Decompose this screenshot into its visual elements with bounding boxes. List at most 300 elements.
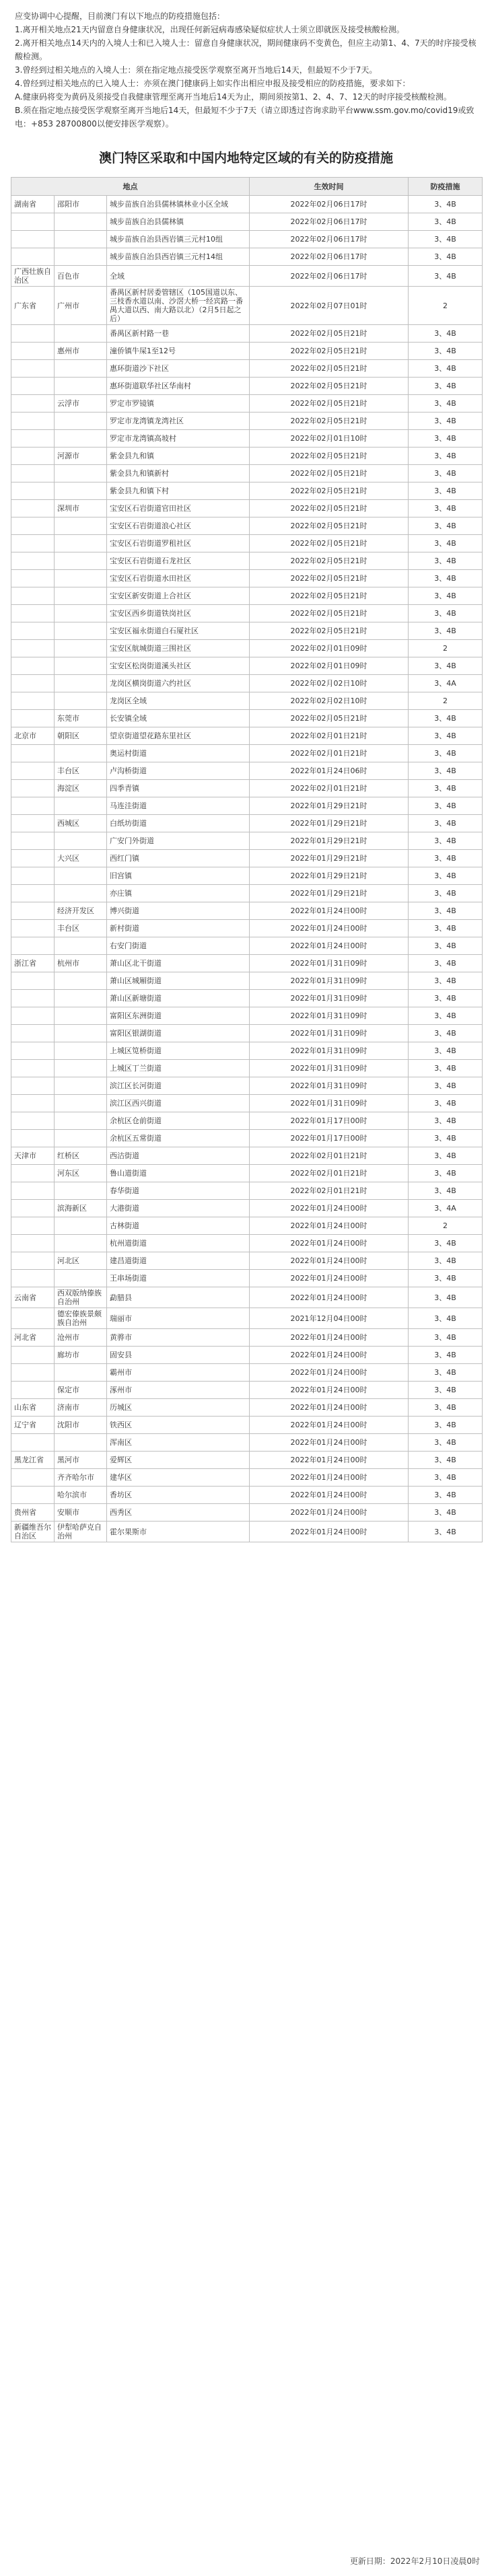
- cell-measures: 3、4B: [409, 378, 483, 395]
- cell-city: [55, 378, 107, 395]
- cell-province: [11, 1434, 55, 1452]
- cell-province: 贵州省: [11, 1504, 55, 1522]
- cell-place: 黄骅市: [107, 1329, 250, 1347]
- cell-place: 新村街道: [107, 920, 250, 937]
- cell-city: [55, 482, 107, 500]
- cell-time: 2022年01月24日00时: [250, 1434, 409, 1452]
- cell-place: 建昌道街道: [107, 1252, 250, 1270]
- cell-province: [11, 587, 55, 605]
- measures-table: [11, 177, 483, 1542]
- cell-measures: 3、4B: [409, 266, 483, 287]
- table-row: [11, 1130, 483, 1147]
- cell-measures: 3、4B: [409, 1025, 483, 1042]
- cell-time: 2022年02月05日21时: [250, 552, 409, 570]
- table-row: [11, 657, 483, 675]
- cell-measures: 2: [409, 692, 483, 710]
- cell-city: 百色市: [55, 266, 107, 287]
- cell-province: [11, 482, 55, 500]
- cell-province: [11, 640, 55, 657]
- cell-city: 广州市: [55, 287, 107, 325]
- cell-city: [55, 430, 107, 448]
- cell-time: 2022年01月29日21时: [250, 797, 409, 815]
- cell-place: 霸州市: [107, 1364, 250, 1382]
- cell-place: 卢沟桥街道: [107, 762, 250, 780]
- cell-province: [11, 430, 55, 448]
- cell-time: 2022年02月01日21时: [250, 745, 409, 762]
- cell-measures: 3、4B: [409, 972, 483, 990]
- cell-place: 富阳区东洲街道: [107, 1007, 250, 1025]
- cell-province: 山东省: [11, 1399, 55, 1417]
- cell-province: [11, 885, 55, 902]
- cell-time: 2022年02月01日21时: [250, 780, 409, 797]
- cell-place: 城步苗族自治县儒林镇: [107, 213, 250, 231]
- cell-place: 宝安区松岗街道溪头社区: [107, 657, 250, 675]
- cell-time: 2022年02月01日10时: [250, 430, 409, 448]
- cell-time: 2022年01月29日21时: [250, 815, 409, 832]
- table-row: [11, 622, 483, 640]
- cell-measures: 3、4B: [409, 1399, 483, 1417]
- cell-place: 富阳区银湖街道: [107, 1025, 250, 1042]
- cell-city: 邵阳市: [55, 196, 107, 213]
- table-row: [11, 1382, 483, 1399]
- cell-city: 哈尔滨市: [55, 1487, 107, 1504]
- cell-time: 2022年01月24日00时: [250, 1504, 409, 1522]
- cell-city: [55, 605, 107, 622]
- header-location: 地点: [11, 178, 250, 196]
- cell-time: 2022年01月31日09时: [250, 990, 409, 1007]
- cell-city: 海淀区: [55, 780, 107, 797]
- cell-city: 德宏傣族景颇族自治州: [55, 1308, 107, 1329]
- table-row: [11, 710, 483, 727]
- cell-province: [11, 1364, 55, 1382]
- cell-city: 丰台区: [55, 920, 107, 937]
- table-header-row: [11, 178, 483, 196]
- cell-place: 固安县: [107, 1347, 250, 1364]
- cell-place: 紫金县九和镇下村: [107, 482, 250, 500]
- cell-measures: 3、4B: [409, 1252, 483, 1270]
- cell-city: 大兴区: [55, 850, 107, 867]
- cell-place: 宝安区航城街道三围社区: [107, 640, 250, 657]
- table-row: [11, 378, 483, 395]
- cell-measures: 3、4B: [409, 1182, 483, 1200]
- notice-item: 4.曾经到过相关地点的已入境人士：亦须在澳门健康码上如实作出相应申报及接受相应的防疫措施，要求如下：: [15, 79, 411, 88]
- cell-city: 滨海新区: [55, 1200, 107, 1217]
- notice-block: [0, 0, 492, 131]
- cell-measures: 3、4B: [409, 448, 483, 465]
- cell-measures: 3、4A: [409, 675, 483, 692]
- table-row: [11, 1270, 483, 1287]
- cell-time: 2022年01月31日09时: [250, 1060, 409, 1077]
- cell-province: [11, 797, 55, 815]
- cell-time: 2022年01月24日00时: [250, 1452, 409, 1469]
- cell-measures: 3、4B: [409, 920, 483, 937]
- cell-measures: 3、4B: [409, 1522, 483, 1542]
- cell-time: 2022年01月31日09时: [250, 955, 409, 972]
- cell-city: [55, 990, 107, 1007]
- table-row: [11, 1469, 483, 1487]
- cell-province: [11, 850, 55, 867]
- cell-city: 河北区: [55, 1252, 107, 1270]
- cell-province: [11, 1112, 55, 1130]
- cell-time: 2022年01月24日00时: [250, 1399, 409, 1417]
- cell-time: 2022年02月01日21时: [250, 1182, 409, 1200]
- cell-province: [11, 1007, 55, 1025]
- cell-measures: 3、4B: [409, 482, 483, 500]
- cell-time: 2022年01月17日00时: [250, 1130, 409, 1147]
- cell-time: 2022年01月24日00时: [250, 1382, 409, 1399]
- cell-time: 2022年01月31日09时: [250, 1095, 409, 1112]
- cell-city: 经济开发区: [55, 902, 107, 920]
- cell-place: 瑞丽市: [107, 1308, 250, 1329]
- cell-time: 2022年01月24日00时: [250, 1364, 409, 1382]
- cell-province: [11, 920, 55, 937]
- cell-measures: 3、4B: [409, 1434, 483, 1452]
- cell-measures: 3、4B: [409, 867, 483, 885]
- cell-measures: 3、4B: [409, 622, 483, 640]
- cell-time: 2022年01月24日00时: [250, 1287, 409, 1308]
- table-row: [11, 972, 483, 990]
- cell-city: [55, 517, 107, 535]
- cell-measures: 2: [409, 640, 483, 657]
- cell-time: 2022年02月06日17时: [250, 266, 409, 287]
- table-row: [11, 343, 483, 360]
- cell-province: [11, 448, 55, 465]
- table-row: [11, 266, 483, 287]
- cell-place: 紫金县九和镇新村: [107, 465, 250, 482]
- table-row: [11, 552, 483, 570]
- cell-measures: 3、4B: [409, 1112, 483, 1130]
- table-row: [11, 1504, 483, 1522]
- cell-time: 2022年01月17日00时: [250, 1112, 409, 1130]
- cell-time: 2022年02月05日21时: [250, 395, 409, 413]
- cell-time: 2022年01月24日00时: [250, 1329, 409, 1347]
- cell-city: 云浮市: [55, 395, 107, 413]
- cell-measures: 3、4B: [409, 1165, 483, 1182]
- table-row: [11, 413, 483, 430]
- cell-place: 萧山区北干街道: [107, 955, 250, 972]
- cell-place: 古林街道: [107, 1217, 250, 1235]
- cell-time: 2022年02月01日21时: [250, 727, 409, 745]
- cell-place: 历城区: [107, 1399, 250, 1417]
- table-row: [11, 867, 483, 885]
- cell-place: 望京街道望花路东里社区: [107, 727, 250, 745]
- cell-province: [11, 413, 55, 430]
- cell-measures: 3、4B: [409, 1364, 483, 1382]
- cell-city: [55, 797, 107, 815]
- cell-place: 香坊区: [107, 1487, 250, 1504]
- table-row: [11, 500, 483, 517]
- page-title: 澳门特区采取和中国内地特定区域的有关的防疫措施: [98, 151, 393, 166]
- cell-province: [11, 1252, 55, 1270]
- table-row: [11, 797, 483, 815]
- cell-province: [11, 902, 55, 920]
- cell-province: [11, 248, 55, 266]
- cell-city: 朝阳区: [55, 727, 107, 745]
- table-row: [11, 815, 483, 832]
- cell-province: [11, 1077, 55, 1095]
- table-row: [11, 231, 483, 248]
- cell-city: [55, 1434, 107, 1452]
- cell-time: 2022年01月24日00时: [250, 1235, 409, 1252]
- cell-city: [55, 231, 107, 248]
- table-row: [11, 1522, 483, 1542]
- table-row: [11, 605, 483, 622]
- cell-place: 杭州道街道: [107, 1235, 250, 1252]
- cell-city: [55, 972, 107, 990]
- cell-measures: 3、4B: [409, 1147, 483, 1165]
- cell-measures: 3、4B: [409, 213, 483, 231]
- cell-province: [11, 378, 55, 395]
- cell-city: 廊坊市: [55, 1347, 107, 1364]
- table-row: [11, 1287, 483, 1308]
- cell-city: 深圳市: [55, 500, 107, 517]
- cell-city: [55, 1235, 107, 1252]
- table-row: [11, 920, 483, 937]
- cell-time: 2022年01月24日00时: [250, 1252, 409, 1270]
- cell-place: 城步苗族自治县儒林镇林业小区全域: [107, 196, 250, 213]
- cell-measures: 3、4B: [409, 1077, 483, 1095]
- cell-time: 2022年01月24日00时: [250, 1522, 409, 1542]
- cell-city: [55, 937, 107, 955]
- table-row: [11, 1077, 483, 1095]
- cell-province: 云南省: [11, 1287, 55, 1308]
- cell-measures: 3、4B: [409, 1382, 483, 1399]
- cell-province: 黑龙江省: [11, 1452, 55, 1469]
- cell-time: 2022年01月24日00时: [250, 1270, 409, 1287]
- cell-measures: 3、4B: [409, 1308, 483, 1329]
- cell-place: 勐腊县: [107, 1287, 250, 1308]
- table-row: [11, 1434, 483, 1452]
- cell-place: 萧山区新塘街道: [107, 990, 250, 1007]
- cell-city: 安顺市: [55, 1504, 107, 1522]
- cell-city: 沈阳市: [55, 1417, 107, 1434]
- table-row: [11, 1147, 483, 1165]
- cell-measures: 3、4B: [409, 1060, 483, 1077]
- cell-place: 四季青镇: [107, 780, 250, 797]
- cell-province: [11, 780, 55, 797]
- cell-province: [11, 535, 55, 552]
- cell-province: 辽宁省: [11, 1417, 55, 1434]
- cell-province: [11, 517, 55, 535]
- cell-place: 亦庄镇: [107, 885, 250, 902]
- cell-place: 紫金县九和镇: [107, 448, 250, 465]
- cell-measures: 3、4B: [409, 517, 483, 535]
- cell-province: 浙江省: [11, 955, 55, 972]
- cell-city: [55, 1364, 107, 1382]
- cell-time: 2022年01月24日00时: [250, 1347, 409, 1364]
- table-row: [11, 1165, 483, 1182]
- cell-time: 2022年01月29日21时: [250, 832, 409, 850]
- table-row: [11, 955, 483, 972]
- cell-measures: 3、4B: [409, 535, 483, 552]
- cell-city: [55, 1270, 107, 1287]
- cell-province: 天津市: [11, 1147, 55, 1165]
- cell-place: 惠环街道联华社区华南村: [107, 378, 250, 395]
- cell-time: 2022年02月06日17时: [250, 196, 409, 213]
- cell-city: [55, 1112, 107, 1130]
- update-date: 更新日期：2022年2月10日凌晨0时: [349, 2556, 480, 2566]
- cell-city: 黑河市: [55, 1452, 107, 1469]
- table-row: [11, 1308, 483, 1329]
- cell-place: 宝安区福永街道白石厦社区: [107, 622, 250, 640]
- table-row: [11, 902, 483, 920]
- cell-time: 2022年01月24日00时: [250, 920, 409, 937]
- cell-province: [11, 1025, 55, 1042]
- table-row: [11, 465, 483, 482]
- cell-time: 2022年02月05日21时: [250, 622, 409, 640]
- cell-measures: 3、4B: [409, 587, 483, 605]
- cell-province: [11, 1235, 55, 1252]
- cell-time: 2022年02月05日21时: [250, 587, 409, 605]
- cell-place: 宝安区西乡街道铁岗社区: [107, 605, 250, 622]
- cell-province: [11, 1487, 55, 1504]
- table-row: [11, 1217, 483, 1235]
- cell-province: [11, 465, 55, 482]
- cell-province: [11, 1060, 55, 1077]
- cell-city: [55, 570, 107, 587]
- cell-place: 西秀区: [107, 1504, 250, 1522]
- cell-time: 2022年01月31日09时: [250, 1007, 409, 1025]
- cell-province: [11, 1200, 55, 1217]
- cell-place: 春华街道: [107, 1182, 250, 1200]
- cell-measures: 3、4B: [409, 797, 483, 815]
- cell-province: [11, 832, 55, 850]
- cell-time: 2022年01月29日21时: [250, 867, 409, 885]
- cell-city: 保定市: [55, 1382, 107, 1399]
- cell-place: 爱辉区: [107, 1452, 250, 1469]
- cell-place: 博兴街道: [107, 902, 250, 920]
- cell-measures: 3、4B: [409, 552, 483, 570]
- cell-measures: 3、4B: [409, 1287, 483, 1308]
- cell-place: 王串场街道: [107, 1270, 250, 1287]
- cell-province: [11, 675, 55, 692]
- cell-province: [11, 325, 55, 343]
- cell-place: 罗定市罗镜镇: [107, 395, 250, 413]
- table-row: [11, 570, 483, 587]
- cell-city: 红桥区: [55, 1147, 107, 1165]
- cell-province: 北京市: [11, 727, 55, 745]
- table-row: [11, 587, 483, 605]
- cell-province: 广东省: [11, 287, 55, 325]
- cell-province: [11, 657, 55, 675]
- cell-measures: 3、4A: [409, 1200, 483, 1217]
- cell-city: [55, 675, 107, 692]
- cell-city: [55, 1025, 107, 1042]
- cell-measures: 3、4B: [409, 955, 483, 972]
- cell-measures: 3、4B: [409, 231, 483, 248]
- cell-place: 铁西区: [107, 1417, 250, 1434]
- cell-place: 罗定市龙湾镇高坡村: [107, 430, 250, 448]
- table-row: [11, 1182, 483, 1200]
- table-row: [11, 1329, 483, 1347]
- cell-place: 惠环街道沙下社区: [107, 360, 250, 378]
- cell-time: 2022年02月05日21时: [250, 710, 409, 727]
- table-row: [11, 1399, 483, 1417]
- cell-province: [11, 1217, 55, 1235]
- table-row: [11, 1095, 483, 1112]
- cell-city: [55, 1042, 107, 1060]
- cell-city: [55, 867, 107, 885]
- cell-city: [55, 1077, 107, 1095]
- cell-place: 大港街道: [107, 1200, 250, 1217]
- table-row: [11, 780, 483, 797]
- cell-city: [55, 1095, 107, 1112]
- cell-measures: 3、4B: [409, 1270, 483, 1287]
- notice-item: 1.离开相关地点21天内留意自身健康状况，出现任何新冠病毒感染疑似症状人士须立即就医及接受核酸检测。: [15, 25, 405, 34]
- cell-place: 余杭区五常街道: [107, 1130, 250, 1147]
- cell-time: 2022年02月05日21时: [250, 500, 409, 517]
- cell-city: 河东区: [55, 1165, 107, 1182]
- cell-province: [11, 745, 55, 762]
- cell-province: [11, 1270, 55, 1287]
- cell-time: 2022年02月05日21时: [250, 482, 409, 500]
- cell-measures: 3、4B: [409, 727, 483, 745]
- cell-time: 2022年01月24日00时: [250, 1217, 409, 1235]
- cell-measures: 3、4B: [409, 196, 483, 213]
- cell-city: [55, 1007, 107, 1025]
- cell-time: 2022年01月24日00时: [250, 1200, 409, 1217]
- cell-time: 2022年02月02日10时: [250, 692, 409, 710]
- cell-measures: 3、4B: [409, 343, 483, 360]
- table-row: [11, 990, 483, 1007]
- cell-city: [55, 745, 107, 762]
- cell-city: [55, 535, 107, 552]
- cell-time: 2022年01月31日09时: [250, 1042, 409, 1060]
- cell-measures: 3、4B: [409, 1007, 483, 1025]
- cell-time: 2022年02月01日09时: [250, 657, 409, 675]
- cell-time: 2022年02月05日21时: [250, 605, 409, 622]
- cell-time: 2022年02月05日21时: [250, 343, 409, 360]
- table-row: [11, 1417, 483, 1434]
- cell-time: 2022年02月02日10时: [250, 675, 409, 692]
- cell-measures: 3、4B: [409, 885, 483, 902]
- cell-time: 2022年01月24日00时: [250, 902, 409, 920]
- cell-measures: 3、4B: [409, 780, 483, 797]
- cell-measures: 3、4B: [409, 605, 483, 622]
- cell-city: 沧州市: [55, 1329, 107, 1347]
- table-row: [11, 448, 483, 465]
- notice-item: B.须在指定地点接受医学观察至离开当地后14天，但最短不少于7天（请立即透过咨询求助平台www.ssm.gov.mo/covid19或致电：+853 28700800以便安排医学观察）。: [15, 106, 475, 129]
- cell-place: 西红门镇: [107, 850, 250, 867]
- cell-city: 伊犁哈萨克自治州: [55, 1522, 107, 1542]
- table-row: [11, 937, 483, 955]
- cell-city: 东莞市: [55, 710, 107, 727]
- table-row: [11, 1364, 483, 1382]
- cell-province: [11, 552, 55, 570]
- cell-measures: 2: [409, 287, 483, 325]
- cell-city: [55, 360, 107, 378]
- cell-measures: 3、4B: [409, 1042, 483, 1060]
- cell-province: [11, 1095, 55, 1112]
- cell-time: 2022年01月24日00时: [250, 937, 409, 955]
- cell-city: [55, 552, 107, 570]
- cell-place: 全域: [107, 266, 250, 287]
- notice-item: A.健康码将变为黄码及须接受自我健康管理至离开当地后14天为止，期间须按第1、2、4、7、12天的时序接受核酸检测。: [15, 92, 452, 102]
- table-row: [11, 832, 483, 850]
- table-row: [11, 640, 483, 657]
- cell-time: 2022年01月24日06时: [250, 762, 409, 780]
- cell-time: 2022年02月05日21时: [250, 360, 409, 378]
- cell-time: 2022年02月05日21时: [250, 517, 409, 535]
- cell-place: 余杭区仓前街道: [107, 1112, 250, 1130]
- cell-city: [55, 213, 107, 231]
- cell-measures: 3、4B: [409, 815, 483, 832]
- cell-city: [55, 1217, 107, 1235]
- cell-time: 2022年01月31日09时: [250, 1077, 409, 1095]
- cell-province: [11, 570, 55, 587]
- cell-province: [11, 395, 55, 413]
- header-measures: 防疫措施: [409, 178, 483, 196]
